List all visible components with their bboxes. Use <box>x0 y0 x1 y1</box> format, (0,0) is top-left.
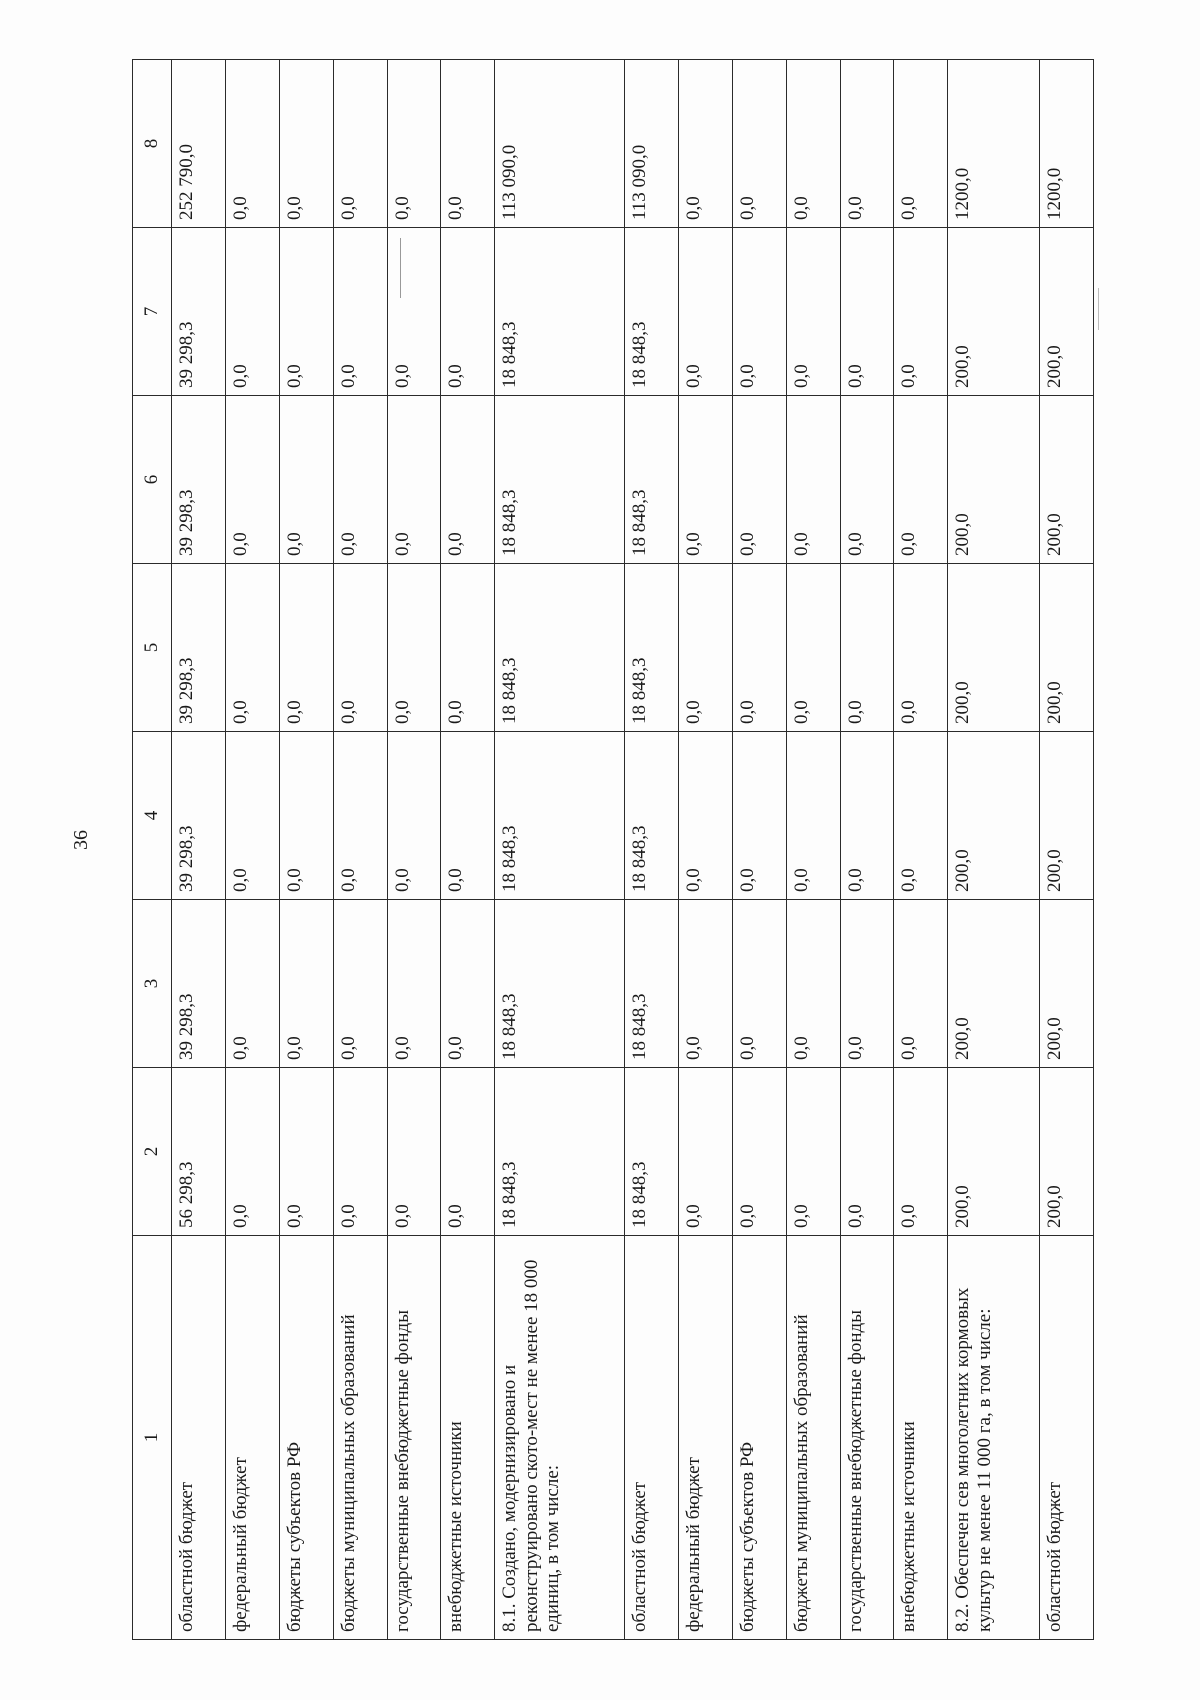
value-cell: 0,0 <box>441 228 495 396</box>
value-cell: 0,0 <box>894 564 948 732</box>
table-row <box>732 60 786 1640</box>
value-cell: 0,0 <box>225 396 279 564</box>
row-label: бюджеты муниципальных образований <box>333 1236 387 1640</box>
value-cell: 39 298,3 <box>172 228 226 396</box>
value-cell: 0,0 <box>678 732 732 900</box>
value-cell: 18 848,3 <box>624 228 678 396</box>
value-cell: 0,0 <box>678 900 732 1068</box>
value-cell: 0,0 <box>225 228 279 396</box>
header-row <box>133 60 172 1640</box>
value-cell: 0,0 <box>786 60 840 228</box>
value-cell: 0,0 <box>279 900 333 1068</box>
column-number-header: 4 <box>133 732 172 900</box>
value-cell: 200,0 <box>1040 228 1094 396</box>
value-cell: 0,0 <box>441 900 495 1068</box>
column-number-header: 3 <box>133 900 172 1068</box>
value-cell: 0,0 <box>786 900 840 1068</box>
row-label: бюджеты муниципальных образований <box>786 1236 840 1640</box>
table-row <box>948 60 1040 1640</box>
rotated-table-container <box>132 60 1094 1640</box>
value-cell: 0,0 <box>732 60 786 228</box>
value-cell: 113 090,0 <box>495 60 625 228</box>
value-cell: 39 298,3 <box>172 732 226 900</box>
value-cell: 0,0 <box>840 60 894 228</box>
column-number-header: 5 <box>133 564 172 732</box>
value-cell: 18 848,3 <box>495 396 625 564</box>
value-cell: 0,0 <box>678 228 732 396</box>
page-number: 36 <box>70 830 92 850</box>
row-label: внебюджетные источники <box>894 1236 948 1640</box>
value-cell: 18 848,3 <box>624 900 678 1068</box>
table-row <box>441 60 495 1640</box>
value-cell: 0,0 <box>678 564 732 732</box>
value-cell: 18 848,3 <box>624 564 678 732</box>
value-cell: 0,0 <box>387 564 441 732</box>
table-row <box>172 60 226 1640</box>
value-cell: 200,0 <box>948 732 1040 900</box>
value-cell: 0,0 <box>279 564 333 732</box>
value-cell: 0,0 <box>786 564 840 732</box>
value-cell: 0,0 <box>441 564 495 732</box>
value-cell: 0,0 <box>279 1068 333 1236</box>
value-cell: 0,0 <box>678 396 732 564</box>
table-row <box>894 60 948 1640</box>
value-cell: 200,0 <box>948 228 1040 396</box>
value-cell: 18 848,3 <box>495 564 625 732</box>
value-cell: 0,0 <box>678 1068 732 1236</box>
column-number-header: 1 <box>133 1236 172 1640</box>
value-cell: 0,0 <box>387 900 441 1068</box>
row-label: областной бюджет <box>1040 1236 1094 1640</box>
value-cell: 0,0 <box>225 900 279 1068</box>
value-cell: 39 298,3 <box>172 564 226 732</box>
column-number-header: 2 <box>133 1068 172 1236</box>
value-cell: 0,0 <box>441 60 495 228</box>
value-cell: 0,0 <box>387 732 441 900</box>
row-label: федеральный бюджет <box>225 1236 279 1640</box>
value-cell: 18 848,3 <box>624 396 678 564</box>
scan-mark <box>1098 288 1099 330</box>
value-cell: 200,0 <box>1040 396 1094 564</box>
value-cell: 0,0 <box>732 732 786 900</box>
value-cell: 0,0 <box>894 900 948 1068</box>
value-cell: 252 790,0 <box>172 60 226 228</box>
value-cell: 56 298,3 <box>172 1068 226 1236</box>
value-cell: 0,0 <box>732 564 786 732</box>
value-cell: 0,0 <box>333 732 387 900</box>
row-label: бюджеты субъектов РФ <box>279 1236 333 1640</box>
value-cell: 18 848,3 <box>624 1068 678 1236</box>
value-cell: 0,0 <box>840 1068 894 1236</box>
table-row <box>1040 60 1094 1640</box>
value-cell: 0,0 <box>441 732 495 900</box>
value-cell: 0,0 <box>441 396 495 564</box>
value-cell: 200,0 <box>1040 900 1094 1068</box>
column-number-header: 8 <box>133 60 172 228</box>
value-cell: 0,0 <box>786 1068 840 1236</box>
value-cell: 0,0 <box>387 60 441 228</box>
row-label: областной бюджет <box>624 1236 678 1640</box>
value-cell: 0,0 <box>333 396 387 564</box>
value-cell: 18 848,3 <box>495 1068 625 1236</box>
value-cell: 0,0 <box>387 228 441 396</box>
value-cell: 200,0 <box>948 900 1040 1068</box>
table-row <box>840 60 894 1640</box>
table-row <box>225 60 279 1640</box>
value-cell: 0,0 <box>894 228 948 396</box>
value-cell: 0,0 <box>732 1068 786 1236</box>
value-cell: 0,0 <box>894 1068 948 1236</box>
value-cell: 1200,0 <box>948 60 1040 228</box>
value-cell: 18 848,3 <box>495 900 625 1068</box>
table-row <box>495 60 625 1640</box>
table-row <box>279 60 333 1640</box>
value-cell: 0,0 <box>387 396 441 564</box>
value-cell: 39 298,3 <box>172 396 226 564</box>
value-cell: 0,0 <box>333 564 387 732</box>
value-cell: 200,0 <box>1040 1068 1094 1236</box>
value-cell: 0,0 <box>786 396 840 564</box>
value-cell: 0,0 <box>894 396 948 564</box>
value-cell: 0,0 <box>441 1068 495 1236</box>
value-cell: 0,0 <box>225 564 279 732</box>
value-cell: 0,0 <box>786 732 840 900</box>
value-cell: 113 090,0 <box>624 60 678 228</box>
value-cell: 0,0 <box>225 1068 279 1236</box>
value-cell: 0,0 <box>786 228 840 396</box>
value-cell: 0,0 <box>732 228 786 396</box>
value-cell: 0,0 <box>279 396 333 564</box>
row-label: областной бюджет <box>172 1236 226 1640</box>
value-cell: 0,0 <box>333 1068 387 1236</box>
value-cell: 0,0 <box>840 900 894 1068</box>
table-row <box>678 60 732 1640</box>
value-cell: 200,0 <box>948 396 1040 564</box>
value-cell: 0,0 <box>387 1068 441 1236</box>
table-row <box>786 60 840 1640</box>
value-cell: 39 298,3 <box>172 900 226 1068</box>
value-cell: 200,0 <box>948 1068 1040 1236</box>
value-cell: 0,0 <box>225 732 279 900</box>
value-cell: 0,0 <box>333 228 387 396</box>
table-row <box>624 60 678 1640</box>
value-cell: 200,0 <box>948 564 1040 732</box>
row-label: 8.1. Создано, модернизировано и реконструировано ското-мест не менее 18 000 единиц, в том числе: <box>495 1236 625 1640</box>
value-cell: 0,0 <box>678 60 732 228</box>
value-cell: 0,0 <box>840 228 894 396</box>
row-label: бюджеты субъектов РФ <box>732 1236 786 1640</box>
value-cell: 18 848,3 <box>495 732 625 900</box>
value-cell: 0,0 <box>279 60 333 228</box>
budget-table <box>132 59 1094 1640</box>
row-label: федеральный бюджет <box>678 1236 732 1640</box>
value-cell: 200,0 <box>1040 732 1094 900</box>
value-cell: 18 848,3 <box>495 228 625 396</box>
table-body <box>133 60 1094 1640</box>
row-label: государственные внебюджетные фонды <box>387 1236 441 1640</box>
value-cell: 0,0 <box>732 396 786 564</box>
value-cell: 0,0 <box>840 732 894 900</box>
row-label: внебюджетные источники <box>441 1236 495 1640</box>
table-row <box>387 60 441 1640</box>
value-cell: 0,0 <box>279 732 333 900</box>
scan-mark <box>400 238 401 298</box>
value-cell: 0,0 <box>279 228 333 396</box>
value-cell: 0,0 <box>732 900 786 1068</box>
value-cell: 18 848,3 <box>624 732 678 900</box>
value-cell: 0,0 <box>225 60 279 228</box>
value-cell: 0,0 <box>840 396 894 564</box>
value-cell: 0,0 <box>894 60 948 228</box>
table-row <box>333 60 387 1640</box>
row-label: 8.2. Обеспечен сев многолетних кормовых культур не менее 11 000 га, в том числе: <box>948 1236 1040 1640</box>
column-number-header: 7 <box>133 228 172 396</box>
value-cell: 200,0 <box>1040 564 1094 732</box>
value-cell: 0,0 <box>894 732 948 900</box>
value-cell: 0,0 <box>333 900 387 1068</box>
value-cell: 1200,0 <box>1040 60 1094 228</box>
value-cell: 0,0 <box>333 60 387 228</box>
value-cell: 0,0 <box>840 564 894 732</box>
column-number-header: 6 <box>133 396 172 564</box>
row-label: государственные внебюджетные фонды <box>840 1236 894 1640</box>
